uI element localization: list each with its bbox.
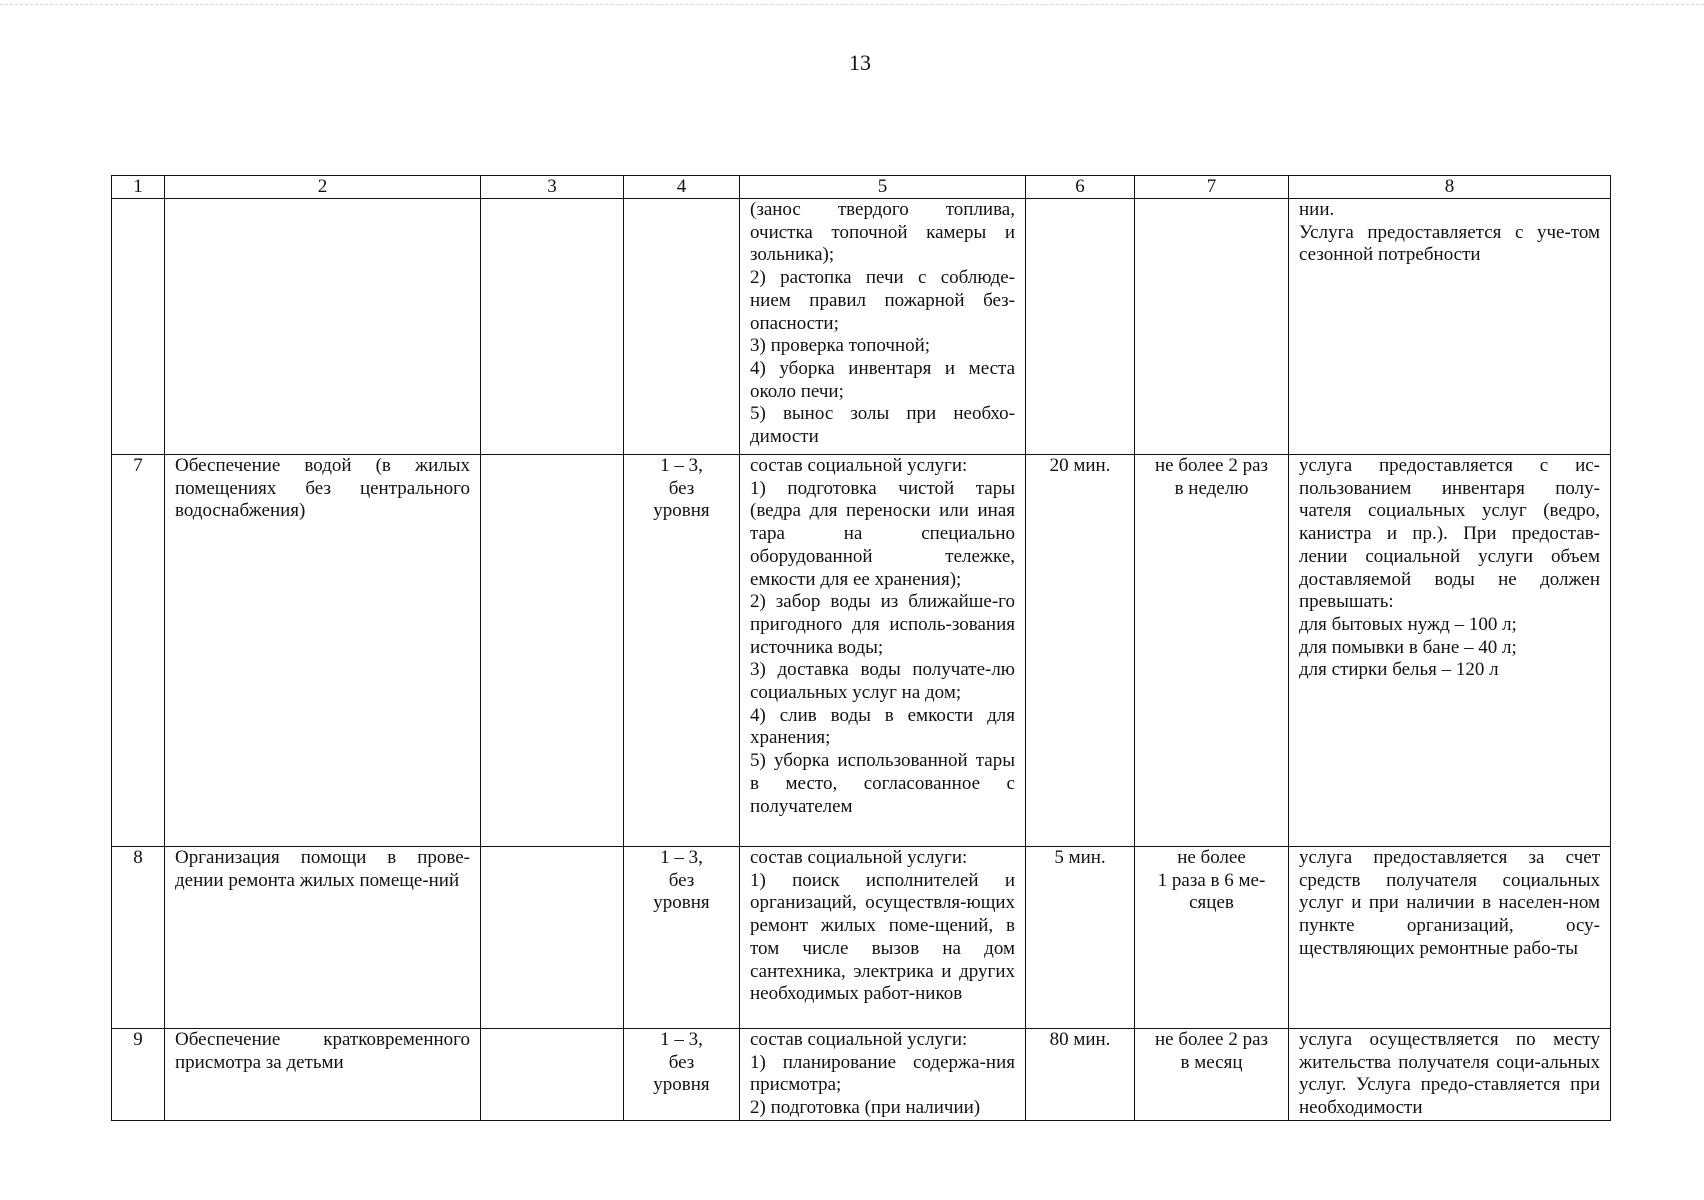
duration-cell [1026,199,1135,455]
page-number: 13 [849,50,871,75]
services-table [111,175,1611,1121]
notes-cell: услуга предоставляется с ис-пользованием инвентаря полу-чателя социальных услуг (ведро, канистра и пр.). При предостав-лении социальной услуги объем доставляемой воды не должен превышать: для бытовых нужд – 100 л; для помывки в бане – 40 л; для стирки белья – 120 л [1289,455,1611,847]
level-cell: 1 – 3, без уровня [624,455,740,847]
notes-cell: услуга осуществляется по месту жительства получателя соци-альных услуг. Услуга предо-ставляется при необходимости [1289,1029,1611,1121]
column-number-4: 4 [624,176,740,199]
column-number-6: 6 [1026,176,1135,199]
table-row [112,199,1611,455]
notes-cell: нии. Услуга предоставляется с уче-том сезонной потребности [1289,199,1611,455]
table-header-row [112,176,1611,199]
service-name-cell: Обеспечение кратковременного присмотра за детьми [165,1029,481,1121]
column-number-7: 7 [1135,176,1289,199]
service-composition-cell: (занос твердого топлива, очистка топочной камеры и зольника); 2) растопка печи с соблюде-нием правил пожарной без-опасности; 3) проверка топочной; 4) уборка инвентаря и места около печи; 5) вынос золы при необхо-димости [740,199,1026,455]
column-3-cell [481,847,624,1029]
service-name-cell [165,199,481,455]
level-cell [624,199,740,455]
service-name-cell: Обеспечение водой (в жилых помещениях без центрального водоснабжения) [165,455,481,847]
row-number-cell: 7 [112,455,165,847]
column-number-1: 1 [112,176,165,199]
duration-cell: 20 мин. [1026,455,1135,847]
table-row [112,1029,1611,1121]
frequency-cell: не более 2 раз в неделю [1135,455,1289,847]
scan-edge-line [0,4,1704,7]
column-number-5: 5 [740,176,1026,199]
column-number-2: 2 [165,176,481,199]
notes-cell: услуга предоставляется за счет средств получателя социальных услуг и при наличии в населен-ном пункте организаций, осу-ществляющих ремонтные рабо-ты [1289,847,1611,1029]
column-3-cell [481,1029,624,1121]
row-number-cell [112,199,165,455]
level-cell: 1 – 3, без уровня [624,847,740,1029]
frequency-cell: не более 1 раза в 6 ме- сяцев [1135,847,1289,1029]
service-composition-cell: состав социальной услуги: 1) подготовка чистой тары (ведра для переноски или иная тара на специально оборудованной тележке, емкости для ее хранения); 2) забор воды из ближайше-го пригодного для исполь-зования источника воды; 3) доставка воды получате-лю социальных услуг на дом; 4) слив воды в емкости для хранения; 5) уборка использованной тары в место, согласованное с получателем [740,455,1026,847]
column-number-3: 3 [481,176,624,199]
frequency-cell: не более 2 раз в месяц [1135,1029,1289,1121]
table-row [112,455,1611,847]
frequency-cell [1135,199,1289,455]
column-3-cell [481,455,624,847]
column-number-8: 8 [1289,176,1611,199]
service-name-cell: Организация помощи в прове-дении ремонта жилых помеще-ний [165,847,481,1029]
column-3-cell [481,199,624,455]
row-number-cell: 8 [112,847,165,1029]
level-cell: 1 – 3, без уровня [624,1029,740,1121]
duration-cell: 5 мин. [1026,847,1135,1029]
service-composition-cell: состав социальной услуги: 1) планирование содержа-ния присмотра; 2) подготовка (при наличии) [740,1029,1026,1121]
table-row [112,847,1611,1029]
service-composition-cell: состав социальной услуги: 1) поиск исполнителей и организаций, осуществля-ющих ремонт жилых поме-щений, в том числе вызов на дом сантехника, электрика и других необходимых работ-ников [740,847,1026,1029]
duration-cell: 80 мин. [1026,1029,1135,1121]
row-number-cell: 9 [112,1029,165,1121]
